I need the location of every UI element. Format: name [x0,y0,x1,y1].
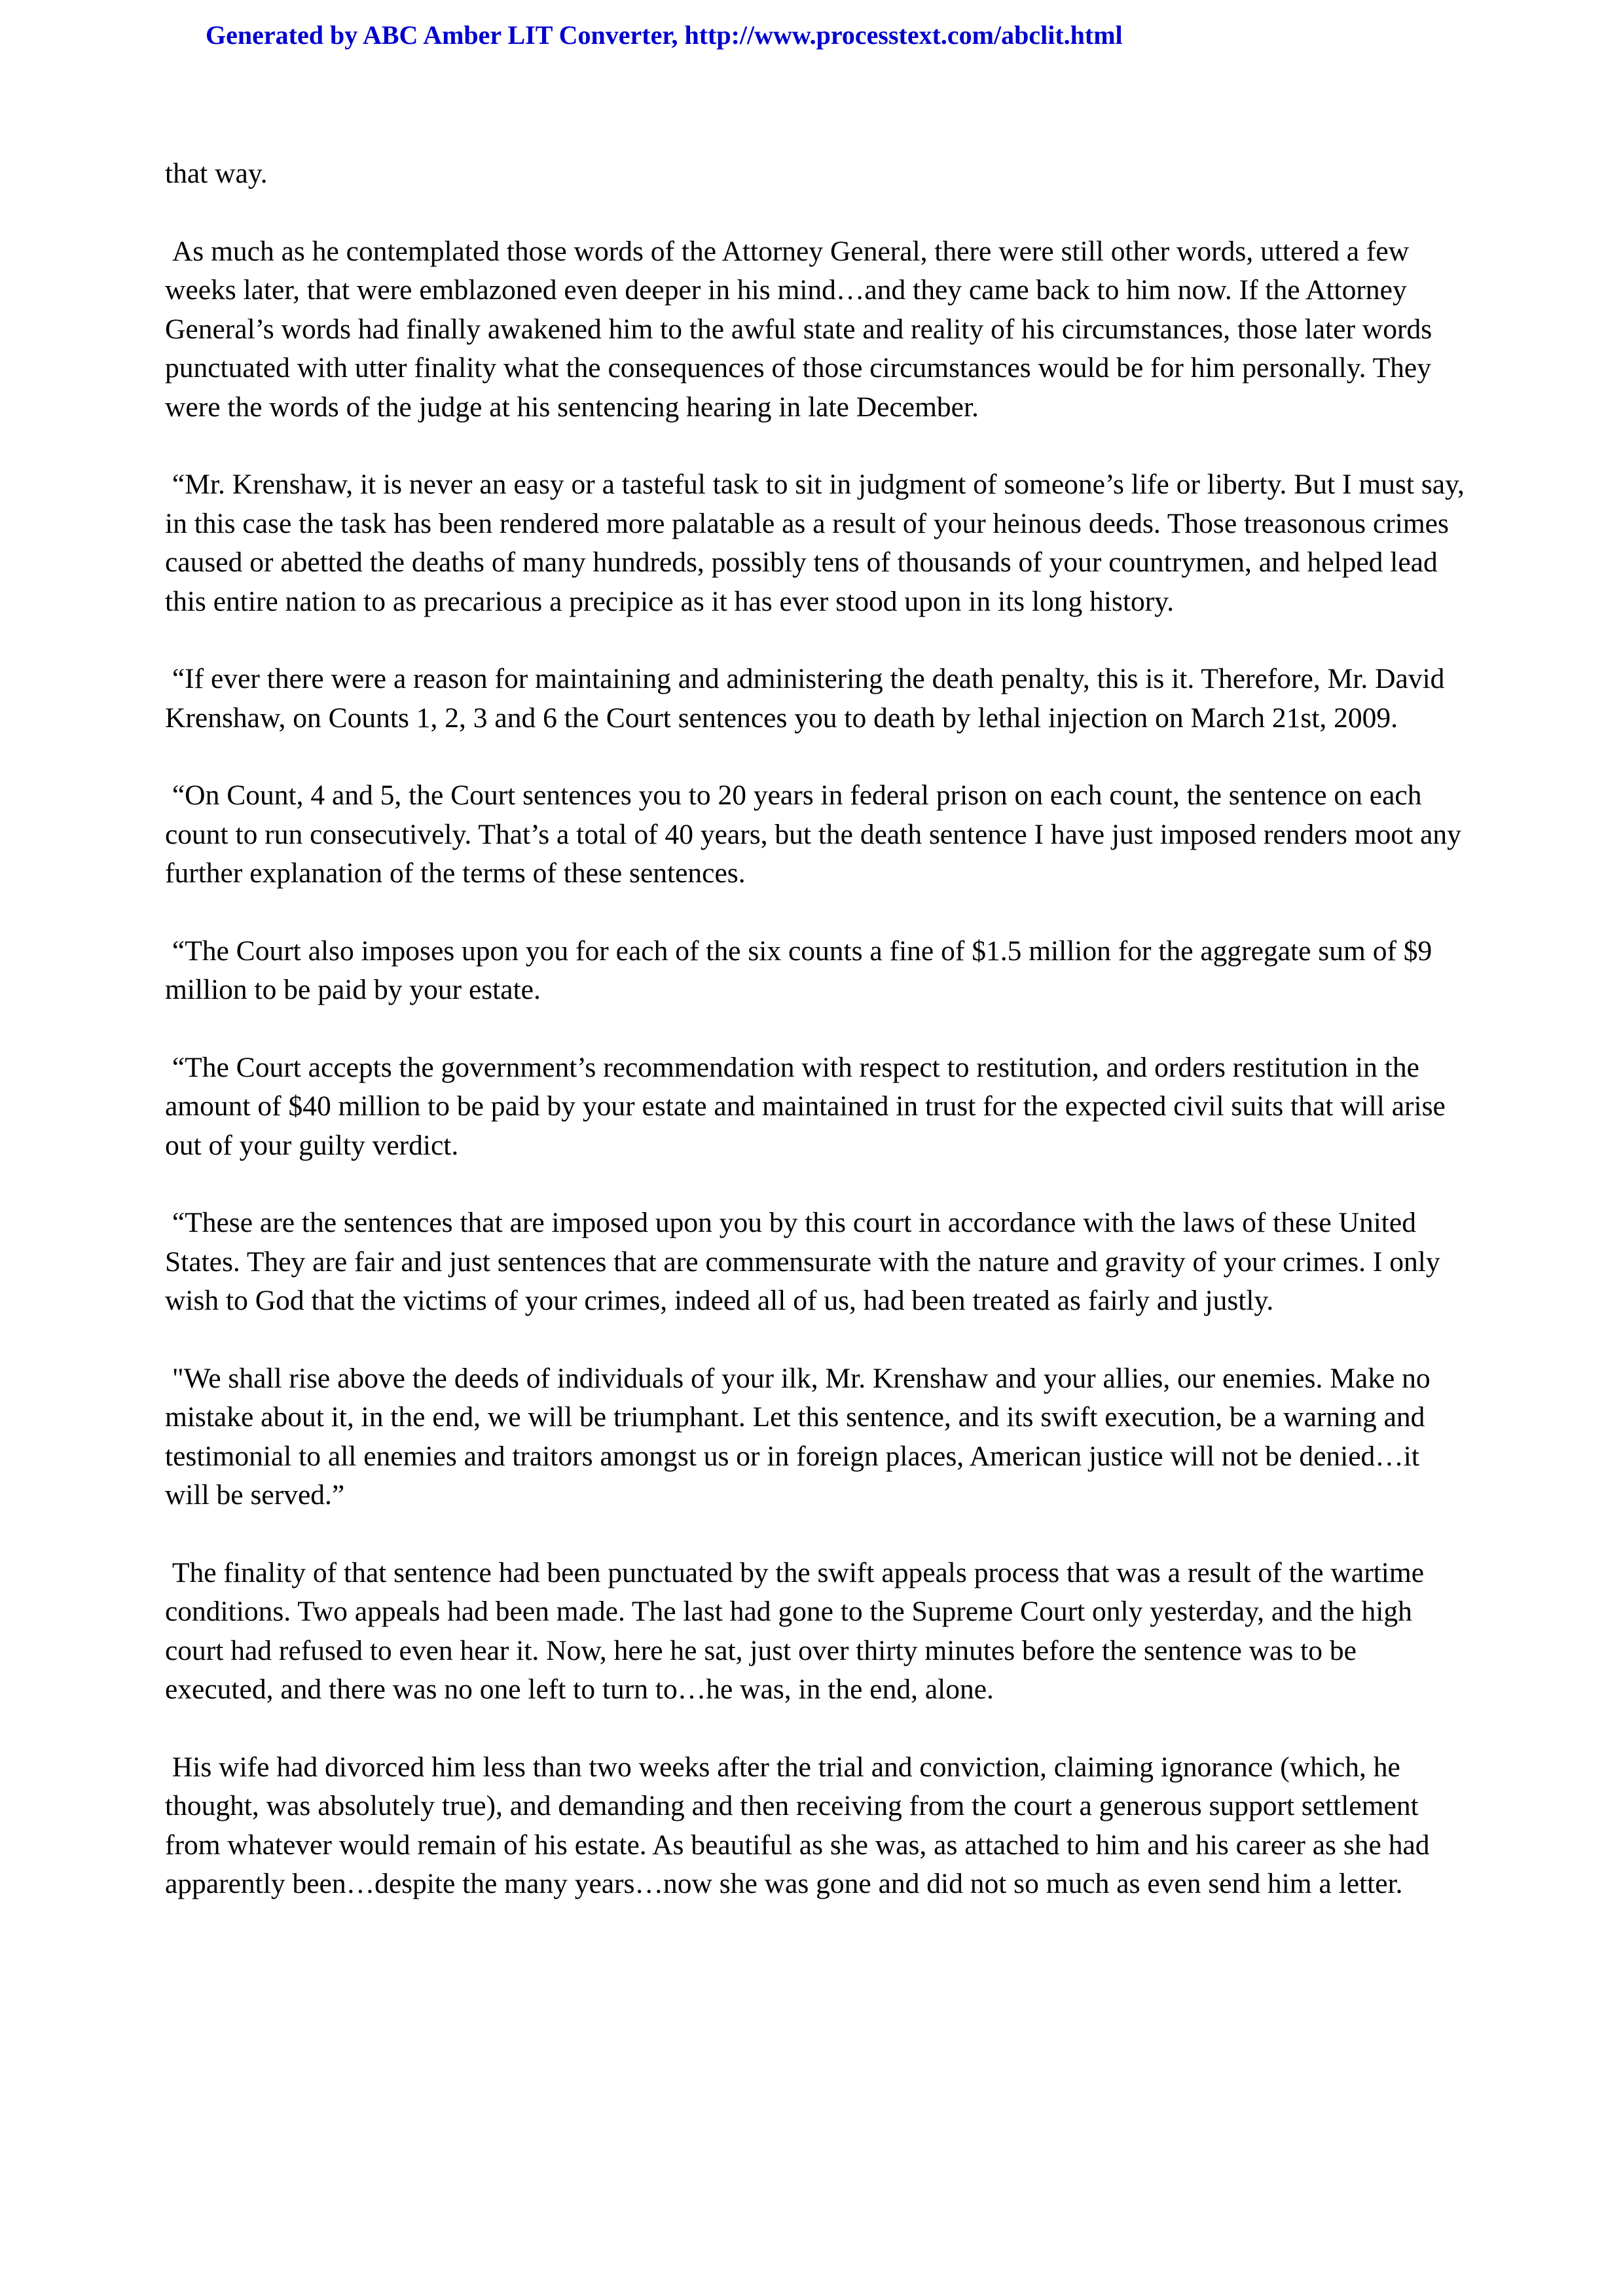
paragraph: The finality of that sentence had been punctuated by the swift appeals process that was a result of the wartime conditions. Two appeals had been made. The last had gone to the Supreme Court only yesterday, and the high court had refused to even hear it. Now, here he sat, just over thirty minutes before the sentence was to be executed, and there was no one left to turn to…he was, in the end, alone. [165,1556,1431,1705]
paragraph: “On Count, 4 and 5, the Court sentences you to 20 years in federal prison on each count, the sentence on each count to run consecutively. That’s a total of 40 years, but the death sentence I have just imposed renders moot any further explanation of the terms of these sentences. [165,780,1468,889]
paragraph: “Mr. Krenshaw, it is never an easy or a tasteful task to sit in judgment of someone’s life or liberty. But I must say, in this case the task has been rendered more palatable as a result of your heinous deeds. Those treasonous crimes caused or abetted the deaths of many hundreds, possibly tens of thousands of your countrymen, and helped lead this entire nation to as precarious a precipice as it has ever stood upon in its long history. [165,469,1472,617]
document-body [165,154,1472,1943]
paragraph: “If ever there were a reason for maintaining and administering the death penalty, this is it. Therefore, Mr. David Krenshaw, on Counts 1, 2, 3 and 6 the Court sentences you to death by lethal injection on March 21st, 2009. [165,663,1452,734]
paragraph: “The Court accepts the government’s recommendation with respect to restitution, and orders restitution in the amount of $40 million to be paid by your estate and maintained in trust for the expected civil suits that will arise out of your guilty verdict. [165,1051,1453,1161]
paragraph: As much as he contemplated those words of the Attorney General, there were still other words, uttered a few weeks later, that were emblazoned even deeper in his mind…and they came back to him now. If the Attorney General’s words had finally awakened him to the awful state and reality of his circumstances, those later words punctuated with utter finality what the consequences of those circumstances would be for him personally. They were the words of the judge at his sentencing hearing in late December. [165,235,1440,423]
paragraph: “The Court also imposes upon you for each of the six counts a fine of $1.5 million for the aggregate sum of $9 million to be paid by your estate. [165,935,1440,1005]
paragraph: that way. [165,158,268,189]
paragraph: “These are the sentences that are imposed upon you by this court in accordance with the laws of these United States. They are fair and just sentences that are commensurate with the nature and gravity of your crimes. I only wish to God that the victims of your crimes, indeed all of us, had been treated as fairly and justly. [165,1207,1448,1316]
paragraph: "We shall rise above the deeds of individuals of your ilk, Mr. Krenshaw and your allies, our enemies. Make no mistake about it, in the end, we will be triumphant. Let this sentence, and its swift execution, be a warning and testimonial to all enemies and traitors amongst us or in foreign places, American justice will not be denied…it will be served.” [165,1362,1438,1511]
paragraph: His wife had divorced him less than two weeks after the trial and conviction, claiming ignorance (which, he thought, was absolutely true), and demanding and then receiving from the court a generous support settlement from whatever would remain of his estate. As beautiful as she was, as attached to him and his career as she had apparently been…despite the many years…now she was gone and did not so much as even send him a letter. [165,1751,1437,1899]
converter-banner: Generated by ABC Amber LIT Converter, http://www.processtext.com/abclit.html [206,20,1123,50]
